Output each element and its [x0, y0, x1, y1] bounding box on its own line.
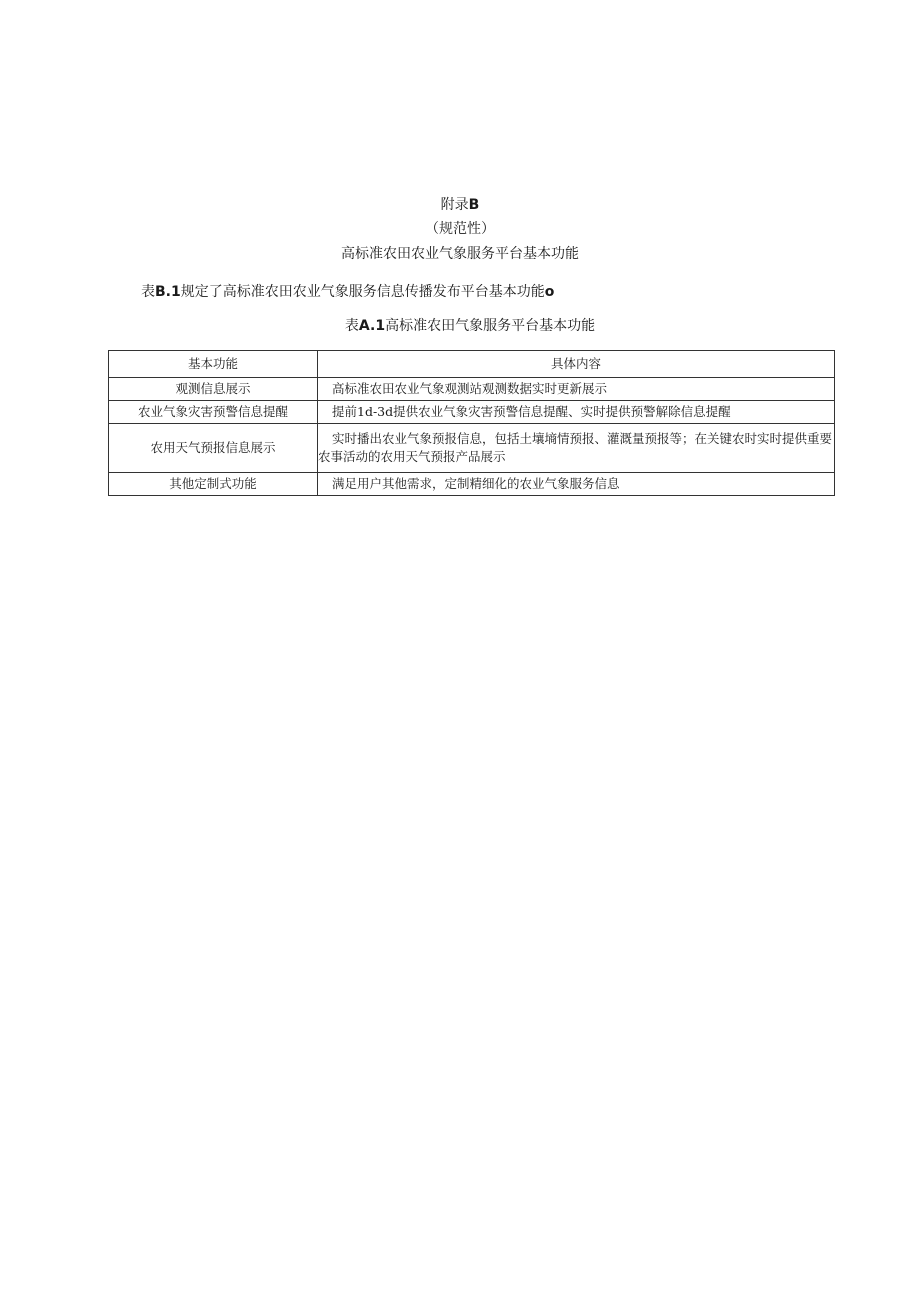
- function-cell: 其他定制式功能: [109, 473, 318, 496]
- table-header-row: [109, 351, 835, 378]
- caption-table-ref: A.1: [358, 318, 386, 334]
- intro-text: 规定了高标准农田农业气象服务信息传播发布平台基本功能: [180, 284, 545, 300]
- intro-end-mark: o: [544, 284, 555, 300]
- intro-prefix: 表: [141, 284, 155, 300]
- header-content: 具体内容: [318, 351, 835, 378]
- appendix-subtitle: 高标准农田农业气象服务平台基本功能: [341, 246, 579, 262]
- content-cell: 高标准农田农业气象观测站观测数据实时更新展示: [318, 378, 835, 401]
- appendix-title: [0, 196, 920, 214]
- table-caption: [0, 317, 920, 335]
- function-cell: 农业气象灾害预警信息提醒: [109, 401, 318, 424]
- intro-paragraph: [141, 283, 554, 301]
- table-row: [109, 378, 835, 401]
- function-cell: 农用天气预报信息展示: [109, 424, 318, 473]
- appendix-type: （规范性）: [425, 221, 495, 237]
- caption-text: 高标准农田气象服务平台基本功能: [385, 318, 596, 334]
- content-cell-text: 实时播出农业气象预报信息，包括土壤墒情预报、灌溉量预报等；在关键农时实时提供重要农事活动的农用天气预报产品展示: [318, 431, 833, 464]
- table-row: [109, 473, 835, 496]
- content-cell: 满足用户其他需求，定制精细化的农业气象服务信息: [318, 473, 835, 496]
- table-row: [109, 424, 835, 473]
- table-row: [109, 401, 835, 424]
- caption-prefix: 表: [344, 318, 359, 334]
- header-function: 基本功能: [109, 351, 318, 378]
- content-cell: [318, 424, 835, 473]
- function-table: [108, 350, 835, 496]
- appendix-title-letter: B: [468, 197, 480, 213]
- appendix-title-prefix: 附录: [440, 197, 469, 213]
- function-cell: 观测信息展示: [109, 378, 318, 401]
- intro-table-ref: B.1: [155, 284, 181, 300]
- content-cell: 提前1d-3d提供农业气象灾害预警信息提醒、实时提供预警解除信息提醒: [318, 401, 835, 424]
